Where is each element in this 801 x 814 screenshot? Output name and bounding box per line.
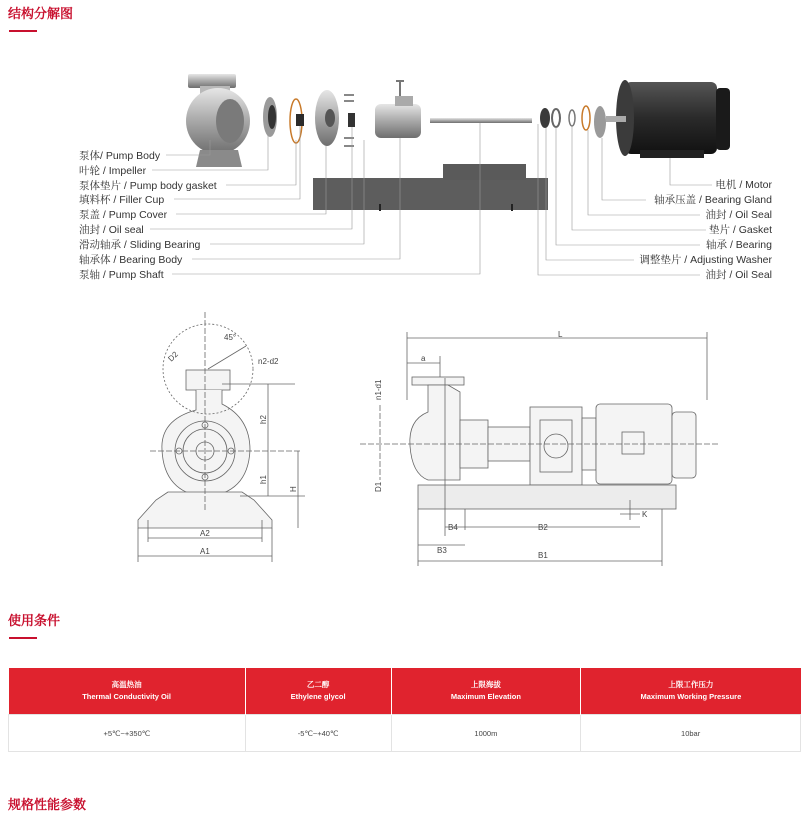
dim-B3: B3 [437,546,447,555]
dim-A1: A1 [200,547,210,556]
dim-B4: B4 [448,523,458,532]
dim-K: K [642,510,648,519]
dim-B1: B1 [538,551,548,560]
label-oil-seal-right: 油封 / Oil Seal [705,209,772,221]
label-pump-shaft: 泵轴 / Pump Shaft [79,269,164,281]
value-ethylene-glycol: -5℃~+40℃ [245,715,391,752]
dim-L: L [558,330,563,339]
value-thermal-oil: +5℃~+350℃ [9,715,246,752]
label-adjusting-washer: 调整垫片 / Adjusting Washer [639,254,772,266]
dim-h2: h2 [259,415,268,424]
value-max-elevation: 1000m [391,715,581,752]
label-oil-seal: 油封 / Oil seal [79,224,144,236]
label-pump-body-gasket: 泵体垫片 / Pump body gasket [79,180,217,192]
dim-D2: D2 [166,349,180,364]
impeller-part [263,97,277,137]
label-sliding-bearing: 滑动轴承 / Sliding Bearing [79,239,201,251]
dim-n1d1: n1-d1 [374,379,383,400]
section-title-specs: 规格性能参数 [8,797,87,812]
section-title-structure: 结构分解图 [8,6,74,21]
header-ethylene-glycol: 乙二醇 Ethylene glycol [245,668,391,715]
conditions-table [8,668,801,752]
bearing-parts [540,106,606,138]
header-thermal-oil: 高温热油 Thermal Conductivity Oil [9,668,246,715]
conditions-value-row [9,715,801,752]
dim-A2: A2 [200,529,210,538]
section-title-conditions: 使用条件 [8,613,61,628]
motor-part [606,80,730,158]
label-motor: 电机 / Motor [715,179,772,191]
label-gasket: 垫片 / Gasket [708,224,772,236]
filler-cup-part [296,114,304,126]
dim-D1: D1 [374,481,383,492]
dim-B2: B2 [538,523,548,532]
pump-cover-part [315,90,339,146]
dim-n2d2: n2-d2 [258,357,279,366]
base-plate [313,164,548,211]
label-pump-cover: 泵盖 / Pump Cover [79,209,168,221]
dim-angle: 45° [224,333,237,342]
label-bearing: 轴承 / Bearing [706,239,772,251]
dim-H: H [289,486,298,492]
pump-body-part [186,74,250,167]
dim-h1: h1 [259,475,268,484]
dim-a: a [421,354,426,363]
bearing-body-part [375,80,421,138]
label-oil-seal-bottom: 油封 / Oil Seal [705,269,772,281]
section-rule [9,637,37,639]
conditions-header-row [9,668,801,715]
exploded-view-diagram [0,60,801,580]
left-labels [79,149,217,281]
label-impeller: 叶轮 / Impeller [79,165,147,177]
section-rule [9,30,37,32]
label-filler-cup: 填料杯 / Filler Cup [79,194,165,206]
pump-shaft-part [430,118,532,123]
label-bearing-gland: 轴承压盖 / Bearing Gland [654,194,772,206]
front-view-drawing [138,312,305,562]
label-bearing-body: 轴承体 / Bearing Body [79,254,183,266]
right-labels [639,178,772,281]
header-max-elevation: 上限海拔 Maximum Elevation [391,668,581,715]
label-pump-body: 泵体/ Pump Body [79,150,161,162]
value-max-pressure: 10bar [581,715,801,752]
header-max-pressure: 上限工作压力 Maximum Working Pressure [581,668,801,715]
oil-seal-part [348,113,355,127]
